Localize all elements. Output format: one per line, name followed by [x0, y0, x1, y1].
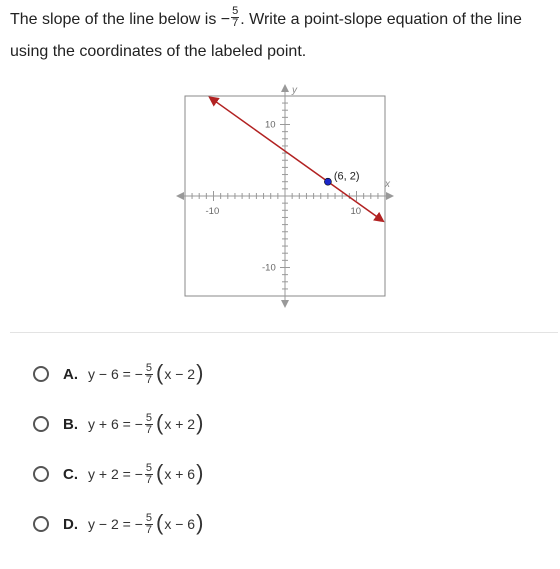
fraction-numerator: 5	[145, 461, 152, 474]
equation-rhs: x + 2	[164, 416, 196, 432]
labeled-point	[324, 178, 331, 185]
fraction-denominator: 7	[145, 373, 152, 386]
slope-numerator: 5	[232, 5, 239, 18]
choice-letter: D.	[63, 515, 78, 533]
choice-d[interactable]	[33, 508, 333, 540]
radio-button[interactable]	[33, 416, 49, 432]
question-text-before: The slope of the line below is −	[10, 11, 231, 28]
coordinate-graph	[176, 84, 396, 309]
y-tick-label: -10	[262, 262, 276, 274]
choice-equation: y − 6 = − $\frac{5}{7}$ ( x − 2 )	[88, 360, 204, 386]
choice-equation: y − 2 = − $\frac{5}{7}$ ( x − 6 )	[88, 510, 204, 536]
equation-fraction	[145, 513, 153, 536]
equation-fraction	[145, 363, 153, 386]
equation-rhs: x − 2	[164, 366, 196, 382]
question-text	[10, 4, 550, 68]
equation-rhs: x + 6	[164, 466, 196, 482]
fraction-numerator: 5	[145, 511, 152, 524]
slope-fraction	[231, 6, 239, 29]
choice-equation: y + 2 = − $\frac{5}{7}$ ( x + 6 )	[88, 460, 204, 486]
equation-fraction	[145, 463, 153, 486]
y-axis-arrow-bottom	[281, 300, 289, 308]
radio-button[interactable]	[33, 466, 49, 482]
choice-letter: A.	[63, 365, 78, 383]
radio-button[interactable]	[33, 516, 49, 532]
graph-svg	[176, 84, 396, 309]
y-tick-label: 10	[265, 119, 276, 131]
x-tick-label: -10	[205, 206, 220, 217]
fraction-denominator: 7	[145, 473, 152, 486]
choice-equation: y + 6 = − $\frac{5}{7}$ ( x + 2 )	[88, 410, 204, 436]
equation-lhs: y − 6 = −	[88, 366, 143, 382]
x-axis-label: x	[385, 179, 390, 190]
fraction-numerator: 5	[145, 411, 152, 424]
fraction-denominator: 7	[145, 523, 152, 536]
slope-denominator: 7	[232, 17, 239, 30]
choice-c[interactable]	[33, 458, 333, 490]
equation-lhs: y − 2 = −	[88, 516, 143, 532]
choice-letter: B.	[63, 415, 78, 433]
choice-a[interactable]	[33, 358, 333, 390]
y-axis-arrow-top	[281, 84, 289, 92]
x-axis-arrow-right	[386, 192, 394, 200]
y-axis-label: y	[292, 85, 297, 96]
radio-button[interactable]	[33, 366, 49, 382]
choice-b[interactable]	[33, 408, 333, 440]
question-text-after: . Write a point-slope equation of the line using the coordinates of the labeled point.	[10, 11, 522, 60]
divider	[10, 332, 558, 333]
x-axis-arrow-left	[176, 192, 184, 200]
fraction-denominator: 7	[145, 423, 152, 436]
choice-letter: C.	[63, 465, 78, 483]
fraction-numerator: 5	[145, 361, 152, 374]
equation-rhs: x − 6	[164, 516, 196, 532]
equation-fraction	[145, 413, 153, 436]
equation-lhs: y + 6 = −	[88, 416, 143, 432]
x-tick-label: 10	[350, 206, 362, 217]
equation-lhs: y + 2 = −	[88, 466, 143, 482]
point-label: (6, 2)	[333, 170, 360, 183]
